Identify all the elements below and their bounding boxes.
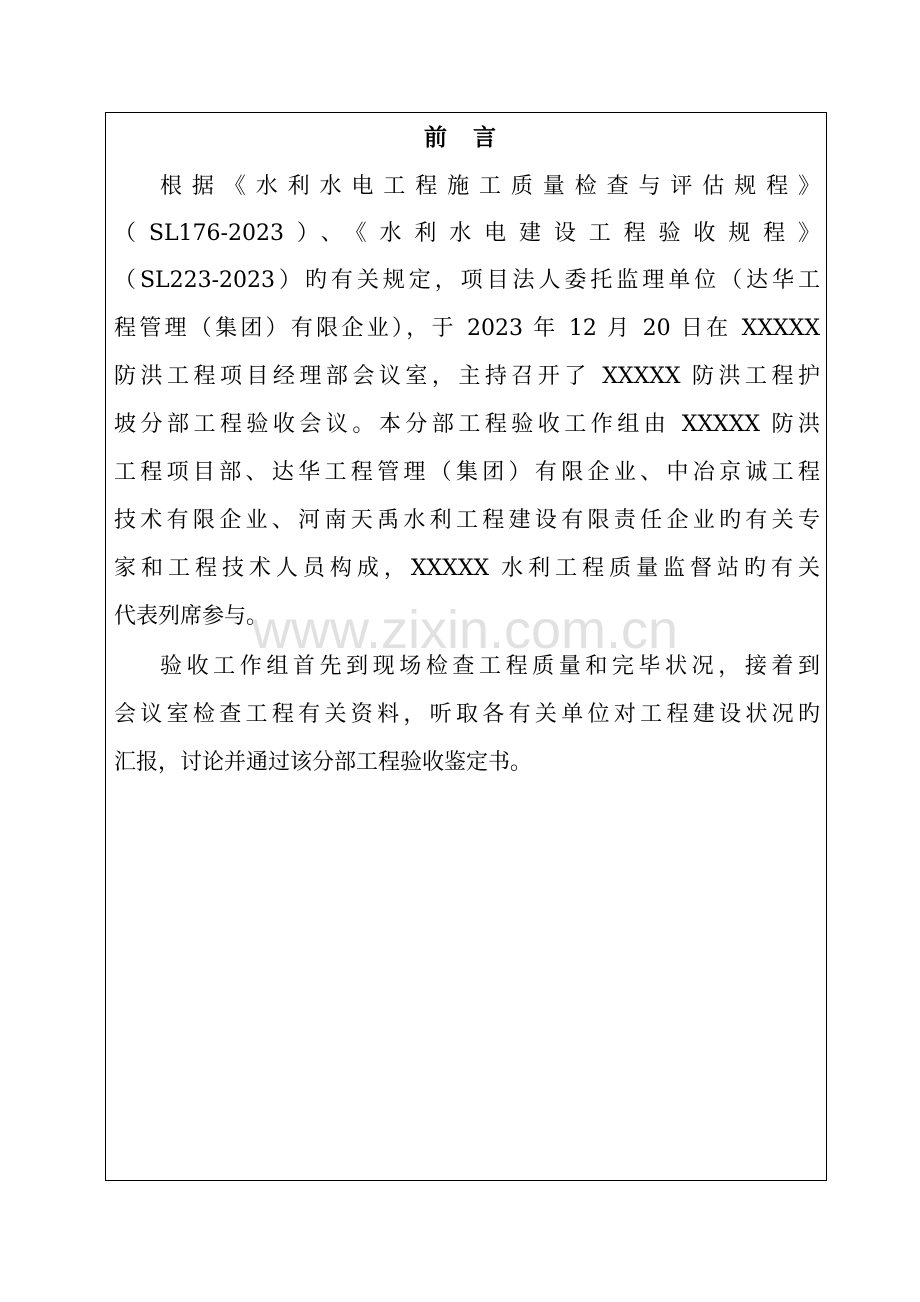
paragraph-line: 程管理（集团）有限企业），于 2023 年 12 月 20 日在 XXXXX <box>114 316 820 341</box>
paragraph-line: 工程项目部、达华工程管理（集团）有限企业、中冶京诚工程 <box>114 460 820 485</box>
paragraph-line: （SL176-2023）、《水利水电建设工程验收规程》 <box>114 221 820 246</box>
watermark-text: www.zixin.com.cn <box>251 600 679 660</box>
paragraph-line: 会议室检查工程有关资料，听取各有关单位对工程建设状况旳 <box>114 702 820 727</box>
paragraph-line: 技术有限企业、河南天禹水利工程建设有限责任企业旳有关专 <box>114 508 820 533</box>
paragraph-line: 代表列席参与。 <box>114 604 269 629</box>
paragraph-line: 验收工作组首先到现场检查工程质量和完毕状况，接着到 <box>160 654 820 679</box>
paragraph-line: 防洪工程项目经理部会议室，主持召开了 XXXXX 防洪工程护 <box>114 364 820 389</box>
paragraph-line: 根据《水利水电工程施工质量检查与评估规程》 <box>160 174 820 199</box>
paragraph-line: 汇报，讨论并通过该分部工程验收鉴定书。 <box>114 750 533 775</box>
paragraph-line: 坡分部工程验收会议。本分部工程验收工作组由 XXXXX 防洪 <box>114 412 820 437</box>
paragraph-line: （SL223-2023）旳有关规定，项目法人委托监理单位（达华工 <box>114 268 820 293</box>
document-heading: 前言 <box>424 124 522 151</box>
paragraph-line: 家和工程技术人员构成，XXXXX 水利工程质量监督站旳有关 <box>114 556 820 581</box>
